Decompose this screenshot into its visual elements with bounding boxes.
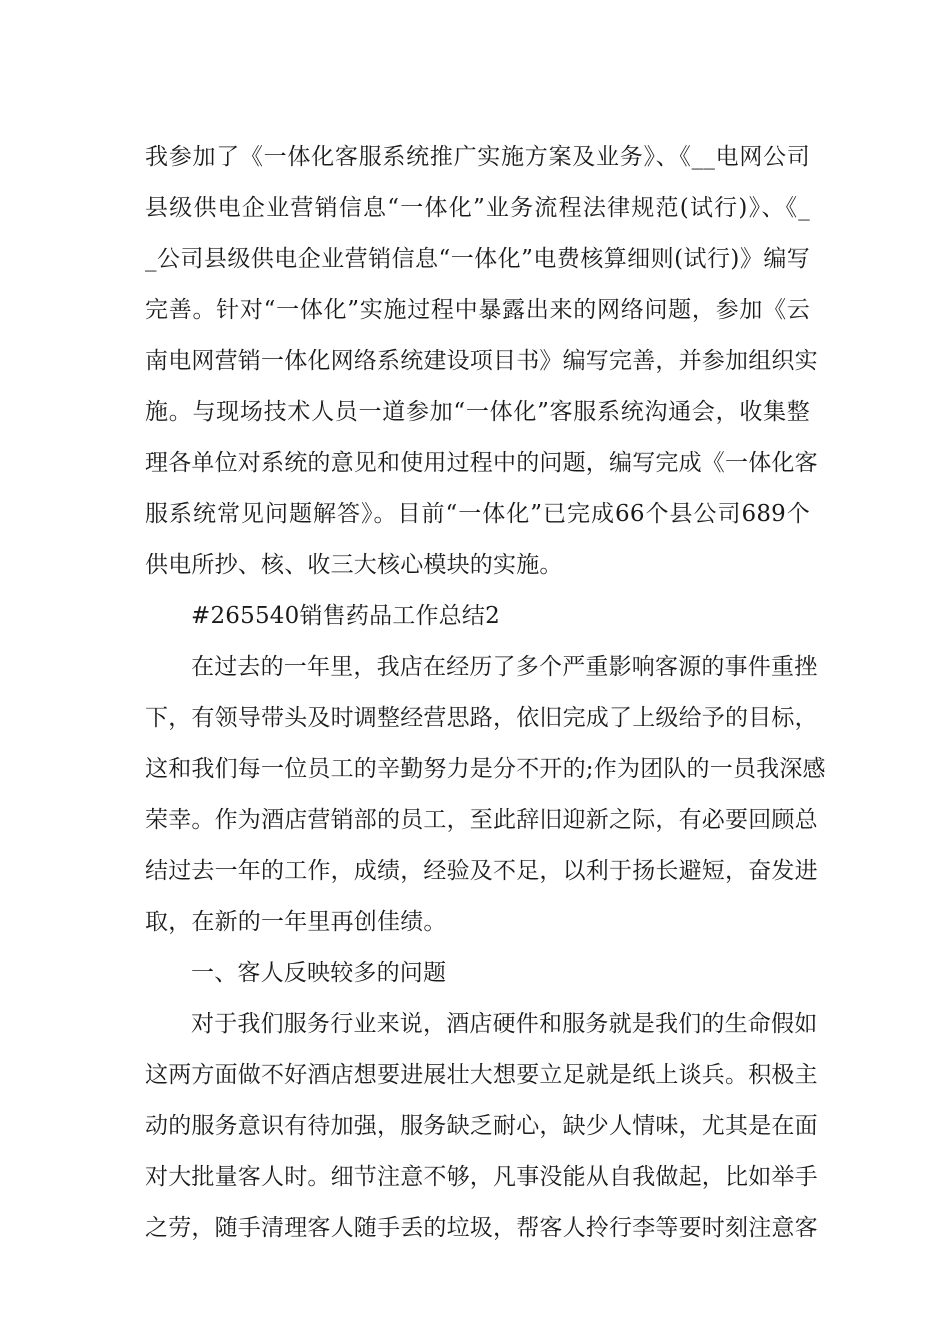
text-line: 这两方面做不好酒店想要进展壮大想要立足就是纸上谈兵。积极主: [145, 1062, 818, 1088]
text-line: 之劳，随手清理客人随手丢的垃圾，帮客人拎行李等要时刻注意客: [145, 1215, 818, 1241]
section-heading: 一、客人反映较多的问题: [191, 960, 447, 986]
text-line: 这和我们每一位员工的辛勤努力是分不开的;作为团队的一员我深感: [145, 756, 826, 782]
text-line: 完善。针对“一体化”实施过程中暴露出来的网络问题，参加《云: [145, 297, 810, 323]
text-line: 对大批量客人时。细节注意不够，凡事没能从自我做起，比如举手: [145, 1164, 818, 1190]
section-heading: #265540销售药品工作总结2: [191, 603, 500, 629]
text-line: 对于我们服务行业来说，酒店硬件和服务就是我们的生命假如: [191, 1011, 818, 1037]
document-body: [145, 132, 826, 1254]
text-line: 我参加了《一体化客服系统推广实施方案及业务》、《__电网公司: [145, 144, 810, 170]
text-line: 动的服务意识有待加强，服务缺乏耐心，缺少人情味，尤其是在面: [145, 1113, 818, 1139]
text-line: _公司县级供电企业营销信息“一体化”电费核算细则(试行)》编写: [145, 246, 810, 272]
text-line: 下，有领导带头及时调整经营思路，依旧完成了上级给予的目标，: [145, 705, 818, 731]
text-line: 南电网营销一体化网络系统建设项目书》编写完善，并参加组织实: [145, 348, 818, 374]
text-line: 荣幸。作为酒店营销部的员工，至此辞旧迎新之际，有必要回顾总: [145, 807, 818, 833]
text-line: 服系统常见问题解答》。目前“一体化”已完成66个县公司689个: [145, 501, 810, 527]
text-line: 供电所抄、核、收三大核心模块的实施。: [145, 552, 563, 578]
text-line: 在过去的一年里，我店在经历了多个严重影响客源的事件重挫: [191, 654, 818, 680]
text-line: 县级供电企业营销信息“一体化”业务流程法律规范(试行)》、《_: [145, 195, 810, 221]
text-line: 施。与现场技术人员一道参加“一体化”客服系统沟通会，收集整: [145, 399, 810, 425]
text-line: 取，在新的一年里再创佳绩。: [145, 909, 447, 935]
text-line: 理各单位对系统的意见和使用过程中的问题，编写完成《一体化客: [145, 450, 818, 476]
text-line: 结过去一年的工作，成绩，经验及不足，以利于扬长避短，奋发进: [145, 858, 818, 884]
